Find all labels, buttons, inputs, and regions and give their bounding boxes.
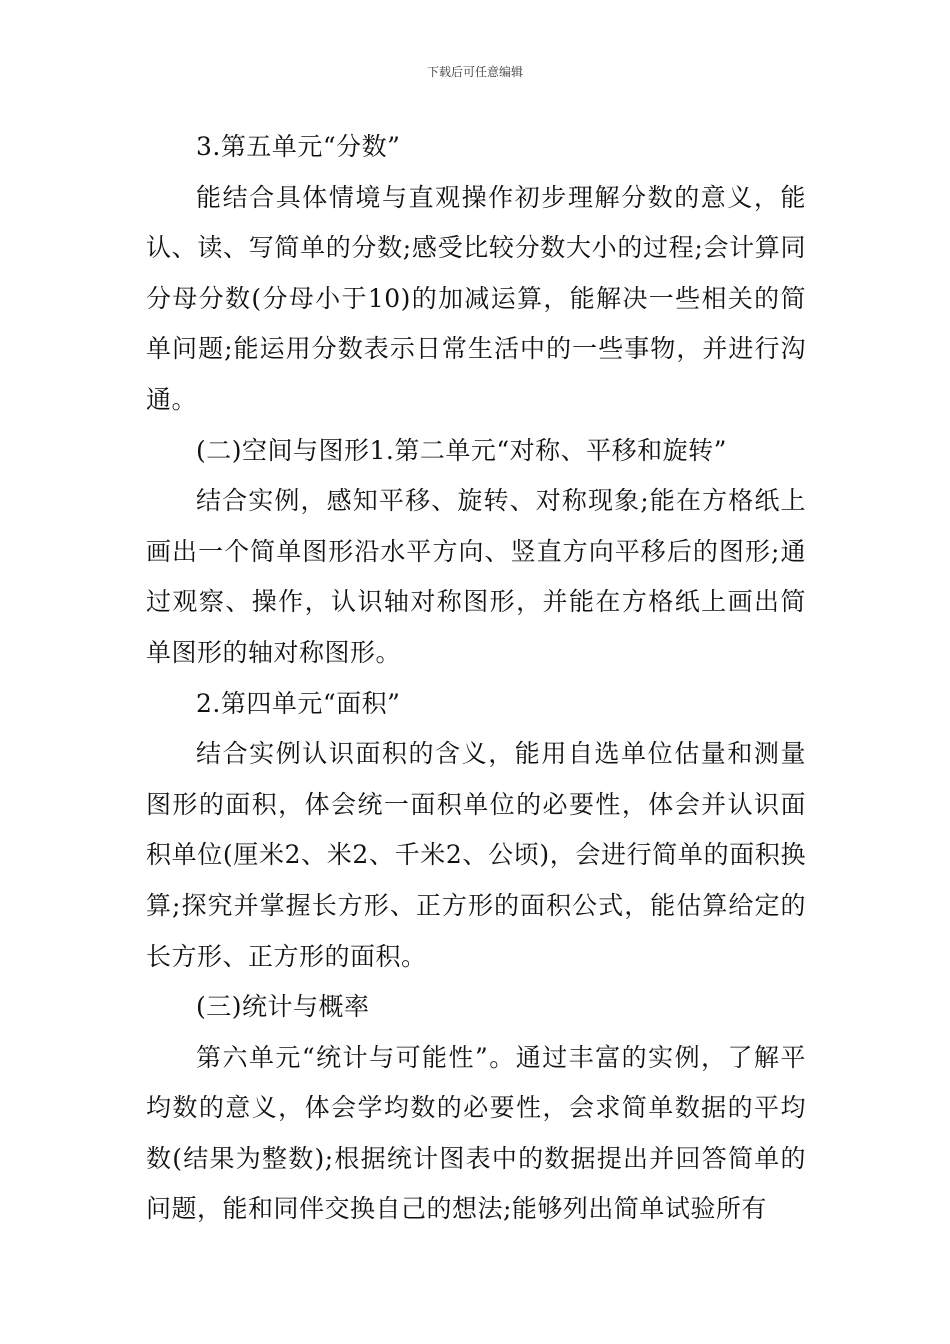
- section-heading-space-and-shapes: (二)空间与图形1.第二单元“对称、平移和旋转”: [196, 435, 727, 465]
- paragraph-area: 结合实例认识面积的含义，能用自选单位估量和测量图形的面积，体会统一面积单位的必要性，体会并认识面积单位(厘米2、米2、千米2、公顷)，会进行简单的面积换算;探究并掌握长方形、正方形的面积公式，能估算给定的长方形、正方形的面积。: [146, 739, 806, 971]
- paragraph-symmetry: 结合实例，感知平移、旋转、对称现象;能在方格纸上画出一个简单图形沿水平方向、竖直方向平移后的图形;通过观察、操作，认识轴对称图形，并能在方格纸上画出简单图形的轴对称图形。: [146, 486, 806, 667]
- paragraph-fractions: 能结合具体情境与直观操作初步理解分数的意义，能认、读、写简单的分数;感受比较分数大小的过程;会计算同分母分数(分母小于10)的加减运算，能解决一些相关的简单问题;能运用分数表示日常生活中的一些事物，并进行沟通。: [146, 182, 806, 414]
- paragraph-statistics: 第六单元“统计与可能性”。通过丰富的实例，了解平均数的意义，体会学均数的必要性，会求简单数据的平均数(结果为整数);根据统计图表中的数据提出并回答简单的问题，能和同伴交换自己的想法;能够列出简单试验所有: [146, 1042, 806, 1224]
- page-header-note: 下载后可任意编辑: [426, 65, 523, 79]
- document-body: [146, 122, 806, 1235]
- section-heading-fractions: 3.第五单元“分数”: [196, 132, 401, 161]
- section-heading-area: 2.第四单元“面积”: [196, 688, 401, 718]
- section-heading-statistics: (三)统计与概率: [196, 992, 370, 1022]
